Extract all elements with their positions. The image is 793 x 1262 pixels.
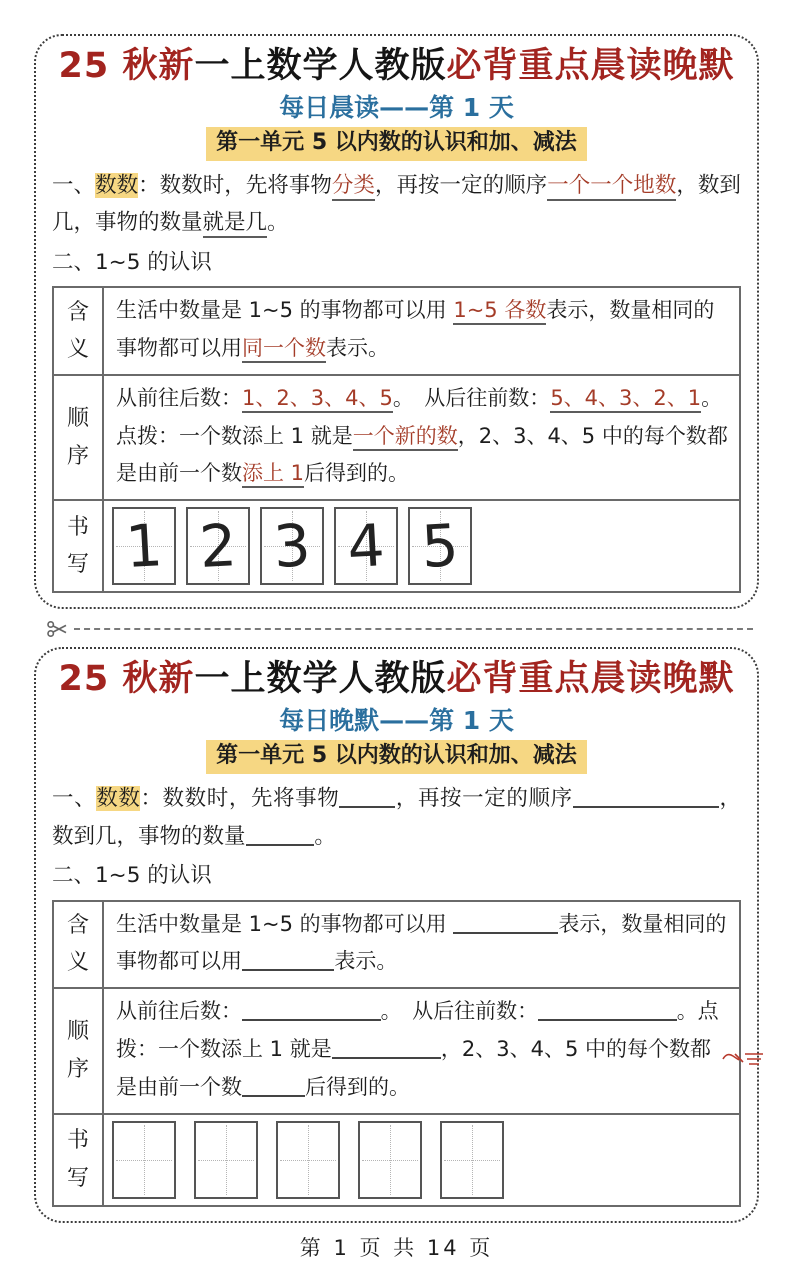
writing-grid-row: [112, 1121, 731, 1199]
digit-1: 1: [123, 511, 165, 582]
writing-grid-box: [408, 507, 472, 585]
card-title: [52, 44, 741, 89]
writing-grid-box: [112, 507, 176, 585]
writing-grid-box: [186, 507, 250, 585]
daily-evening-subtitle: 每日晚默——第 1 天: [279, 706, 514, 736]
table-row: [53, 1114, 740, 1206]
knowledge-table: [52, 286, 741, 593]
empty-digit: [112, 1121, 176, 1198]
digit-4: 4: [345, 511, 387, 582]
digit-2: 2: [197, 511, 239, 582]
section-one-counting-blanks: 一、数数：数数时，先将事物 ，再按一定的顺序 ，数到几，事物的数量 。: [52, 785, 741, 849]
row-content-order: 从前往后数： 。 从后往前数： 。点拨：一个数添上 1 就是 ，2、3、4、5 中的每个数都是由前一个数 后得到的。: [103, 988, 740, 1113]
writing-grid-box: [260, 507, 324, 585]
empty-digit: [358, 1121, 422, 1198]
empty-digit: [276, 1121, 340, 1198]
cut-line: [46, 618, 753, 640]
fill-in-blank: [332, 1038, 441, 1059]
writing-grid-box-empty: [358, 1121, 422, 1199]
writing-grid-box-empty: [276, 1121, 340, 1199]
title-red-left: 25 秋新: [58, 46, 195, 86]
digit-5: 5: [419, 511, 461, 582]
fill-in-blank: [242, 1000, 381, 1021]
scissors-icon: [46, 620, 68, 638]
title-red-right: 必背重点晨读晚默: [446, 46, 735, 86]
row-content-writing: [103, 500, 740, 592]
row-header-meaning: 含义: [53, 287, 103, 375]
title-black-mid: 一上数学人教版: [194, 659, 447, 700]
table-row: [53, 901, 740, 989]
fill-in-blank: [339, 786, 395, 808]
table-row: [53, 500, 740, 592]
writing-grid-box: [334, 507, 398, 585]
evening-dictation-card: [34, 647, 759, 1222]
title-black-mid: 一上数学人教版: [194, 46, 447, 86]
empty-digit: [440, 1121, 504, 1198]
row-content-order: 从前往后数：1、2、3、4、5。 从后往前数：5、4、3、2、1。点拨：一个数添上 1 就是一个新的数，2、3、4、5 中的每个数都是由前一个数添上 1后得到的。: [103, 375, 740, 500]
fill-in-blank: [538, 1000, 677, 1021]
row-header-meaning: 含义: [53, 901, 103, 989]
empty-digit: [194, 1121, 258, 1198]
title-red-right: 必背重点晨读晚默: [446, 659, 735, 700]
fill-in-blank: [246, 824, 315, 846]
row-header-order: 顺序: [53, 375, 103, 500]
red-stamp-fragment: [721, 1047, 767, 1073]
writing-grid-box-empty: [440, 1121, 504, 1199]
row-header-order: 顺序: [53, 988, 103, 1113]
row-header-writing: 书写: [53, 500, 103, 592]
writing-grid-box-empty: [194, 1121, 258, 1199]
digit-3: 3: [271, 511, 313, 582]
unit-line: [52, 740, 741, 774]
section-two-heading: 二、1~5 的认识: [52, 863, 212, 889]
writing-grid-box-empty: [112, 1121, 176, 1199]
unit-title-highlight: 第一单元 5 以内数的认识和加、减法: [206, 740, 587, 774]
dashed-cut-rule: [74, 628, 753, 630]
table-row: [53, 375, 740, 500]
daily-morning-subtitle: 每日晨读——第 1 天: [279, 92, 514, 122]
row-header-writing: 书写: [53, 1114, 103, 1206]
fill-in-blank: [242, 1076, 305, 1097]
morning-reading-card: [34, 34, 759, 609]
table-row: [53, 287, 740, 375]
fill-in-blank: [242, 950, 334, 971]
table-row: [53, 988, 740, 1113]
row-content-meaning: 生活中数量是 1~5 的事物都可以用 表示，数量相同的事物都可以用 表示。: [103, 901, 740, 989]
fill-in-blank: [573, 786, 719, 808]
title-red-left: 25 秋新: [58, 659, 195, 700]
card-title: [52, 657, 741, 702]
fill-in-blank: [453, 913, 558, 934]
unit-title-highlight: 第一单元 5 以内数的认识和加、减法: [206, 127, 587, 161]
unit-line: [52, 127, 741, 161]
knowledge-table-blanks: [52, 900, 741, 1207]
writing-grid-row: [112, 507, 731, 585]
row-content-meaning: 生活中数量是 1~5 的事物都可以用 1~5 各数表示，数量相同的事物都可以用同一个数表示。: [103, 287, 740, 375]
section-one-counting: 一、数数：数数时，先将事物分类，再按一定的顺序一个一个地数，数到几，事物的数量就是几。: [52, 167, 741, 242]
section-two-heading: 二、1~5 的认识: [52, 249, 212, 275]
row-content-writing: [103, 1114, 740, 1206]
page-number-footer: 第 1 页 共 14 页: [299, 1235, 494, 1260]
